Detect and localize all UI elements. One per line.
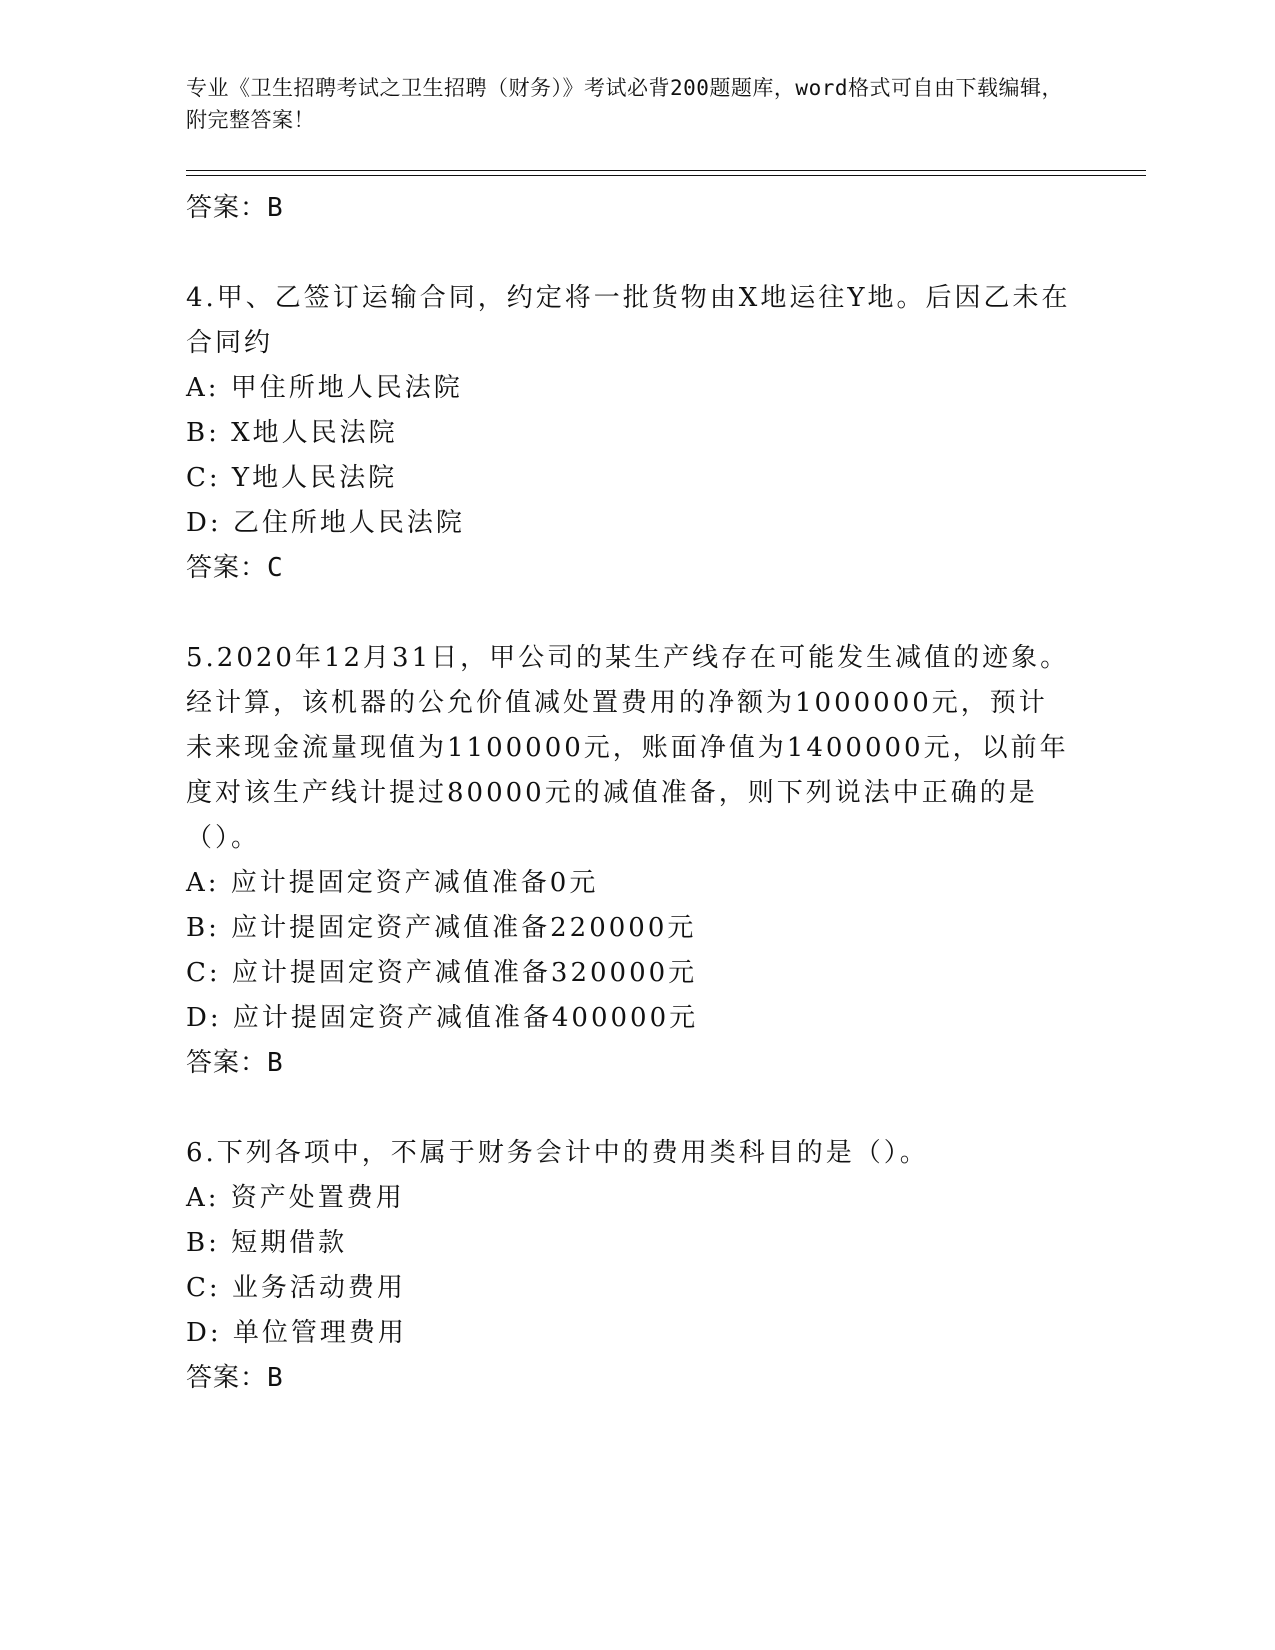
option-d: D: 乙住所地人民法院 [186,508,465,538]
header-rule-bottom [186,175,1146,176]
answer-line: 答案：B [186,1048,284,1078]
answer-line: 答案：B [186,1363,284,1393]
option-a: A: 甲住所地人民法院 [186,373,463,403]
question-stem: 6.下列各项中，不属于财务会计中的费用类科目的是（）。 [186,1138,929,1168]
question-5 [186,636,1076,1086]
option-a: A: 应计提固定资产减值准备0元 [186,868,599,898]
question-6 [186,1131,1076,1401]
option-c: C: 业务活动费用 [186,1273,406,1303]
option-a: A: 资产处置费用 [186,1183,405,1213]
document-header: 专业《卫生招聘考试之卫生招聘（财务）》考试必背200题题库，word格式可自由下载编辑，附完整答案！ [186,76,1063,132]
option-d: D: 单位管理费用 [186,1318,407,1348]
option-c: C: 应计提固定资产减值准备320000元 [186,958,698,988]
option-d: D: 应计提固定资产减值准备400000元 [186,1003,699,1033]
answer-line: 答案：B [186,193,284,223]
answer-line: 答案：C [186,553,284,583]
question-4 [186,276,1076,591]
option-b: B: 应计提固定资产减值准备220000元 [186,913,697,943]
option-b: B: X地人民法院 [186,418,398,448]
question-list [186,186,1076,1401]
option-c: C: Y地人民法院 [186,463,398,493]
header-rule-top [186,170,1146,171]
option-b: B: 短期借款 [186,1228,348,1258]
question-stem: 4.甲、乙签订运输合同，约定将一批货物由X地运往Y地。后因乙未在合同约 [186,283,1071,358]
question-stem: 5.2020年12月31日，甲公司的某生产线存在可能发生减值的迹象。经计算，该机器的公允价值减处置费用的净额为1000000元，预计未来现金流量现值为1100000元，账面净值为1400000元，以前年度对该生产线计提过80000元的减值准备，则下列说法中正确的是（）。 [186,643,1070,853]
